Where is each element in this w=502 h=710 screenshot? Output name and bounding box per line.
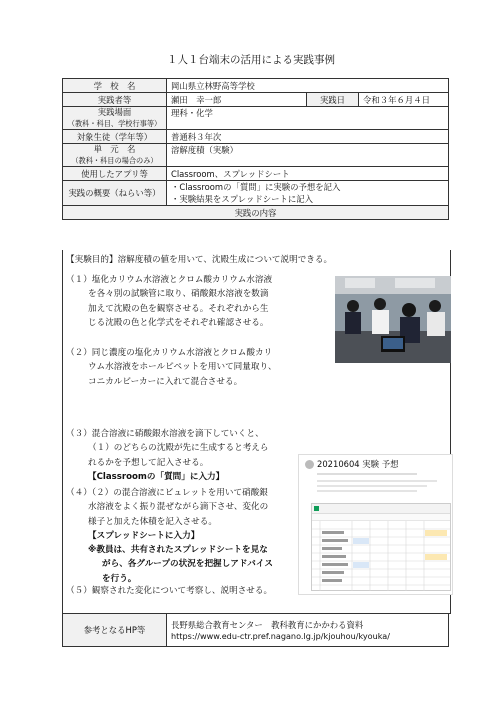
step-1	[66, 273, 272, 330]
scene-label: 実践場面	[97, 107, 132, 117]
school-value: 岡山県立林野高等学校	[167, 79, 449, 93]
step-line: ※教員は、共有されたスプレッドシートを見な	[88, 545, 268, 556]
overview-cell	[167, 181, 449, 206]
scene-sub-label: （教科・科目、学校行事等）	[67, 119, 162, 128]
step-line: ウム水溶液をホールピペットを用いて同量取り、	[88, 362, 277, 373]
target-value: 普通科３年次	[167, 130, 449, 144]
content-header: 実践の内容	[63, 206, 449, 220]
target-label: 対象生徒（学年等）	[63, 130, 167, 144]
overview-item: ・実験結果をスプレッドシートに記入	[171, 194, 313, 204]
overview-label: 実践の概要（ねらい等）	[63, 181, 167, 206]
step-4	[66, 486, 273, 586]
spreadsheet-screenshot	[311, 503, 451, 591]
reference-table	[62, 613, 449, 647]
date-value: 令和３年６月４日	[359, 93, 449, 107]
step-line: 【スプレッドシートに入力】	[88, 530, 200, 541]
step-line: じる沈殿の色と化学式をそれぞれ確認させる。	[88, 317, 269, 328]
reference-title: 長野県総合教育センター 教科教育にかかわる資料	[171, 620, 364, 630]
step-line: 【Classroomの「質問」に入力】	[88, 471, 225, 482]
step-line: れるかを予想して記入させる。	[88, 457, 209, 468]
apps-value: Classroom、スプレッドシート	[167, 167, 449, 181]
screenshot-title: 20210604 実験 予想	[317, 459, 399, 469]
step-3	[66, 427, 268, 484]
step-2	[66, 346, 277, 389]
school-label: 学 校 名	[63, 79, 167, 93]
reference-cell	[167, 614, 449, 647]
apps-label: 使用したアプリ等	[63, 167, 167, 181]
goal-text: 【実験目的】溶解度積の値を用いて、沈殿生成について説明できる。	[66, 255, 333, 265]
step-line: 加えて沈殿の色を観察させる。それぞれから生	[88, 303, 269, 314]
date-label: 実践日	[307, 93, 359, 107]
step-line: （１）塩化カリウム水溶液とクロム酸カリウム水溶液	[66, 275, 273, 285]
sheets-icon	[314, 506, 319, 511]
step-line: 水溶液をよく振り混ぜながら滴下させ、変化の	[88, 502, 269, 513]
step-line: を行う。	[102, 573, 137, 584]
practitioner-label: 実践者等	[63, 93, 167, 107]
step-line: 様子と加えた体積を記入させる。	[88, 516, 217, 527]
unit-value: 溶解度積（実験）	[167, 144, 449, 167]
classroom-photo	[335, 276, 451, 363]
step-line: コニカルビーカーに入れて混合させる。	[88, 376, 243, 387]
step-line: （１）のどちらの沈殿が先に生成すると考えら	[88, 443, 269, 454]
step-line: がら、各グループの状況を把握しアドバイス	[102, 559, 273, 570]
overview-item: ・Classroomの「質問」に実験の予想を記入	[171, 182, 341, 192]
practitioner-value: 瀬田 幸一郎	[167, 93, 307, 107]
unit-label: 単 元 名	[93, 144, 136, 154]
step-line: を各々別の試験管に取り、硝酸銀水溶液を数滴	[88, 289, 269, 300]
step-line: （３）混合溶液に硝酸銀水溶液を滴下していくと、	[66, 429, 264, 439]
scene-label-cell	[63, 107, 167, 130]
step-line: （４）（２）の混合溶液にビュレットを用いて硝酸銀	[66, 488, 268, 498]
step-5: （５）観察された変化について考察し、説明させる。	[66, 586, 273, 596]
assignment-icon	[305, 460, 314, 469]
classroom-screenshot	[298, 454, 453, 595]
unit-label-cell	[63, 144, 167, 167]
info-table	[62, 78, 449, 220]
step-line: （２）同じ濃度の塩化カリウム水溶液とクロム酸カリ	[66, 348, 273, 358]
unit-sub-label: （教科・科目の場合のみ）	[71, 156, 158, 165]
reference-label: 参考となるHP等	[63, 614, 167, 647]
scene-value: 理科・化学	[167, 107, 449, 130]
reference-link[interactable]: https://www.edu-ctr.pref.nagano.lg.jp/kjouhou/kyouka/	[171, 631, 390, 641]
page-title: １人１台端末の活用による実践事例	[167, 54, 335, 66]
